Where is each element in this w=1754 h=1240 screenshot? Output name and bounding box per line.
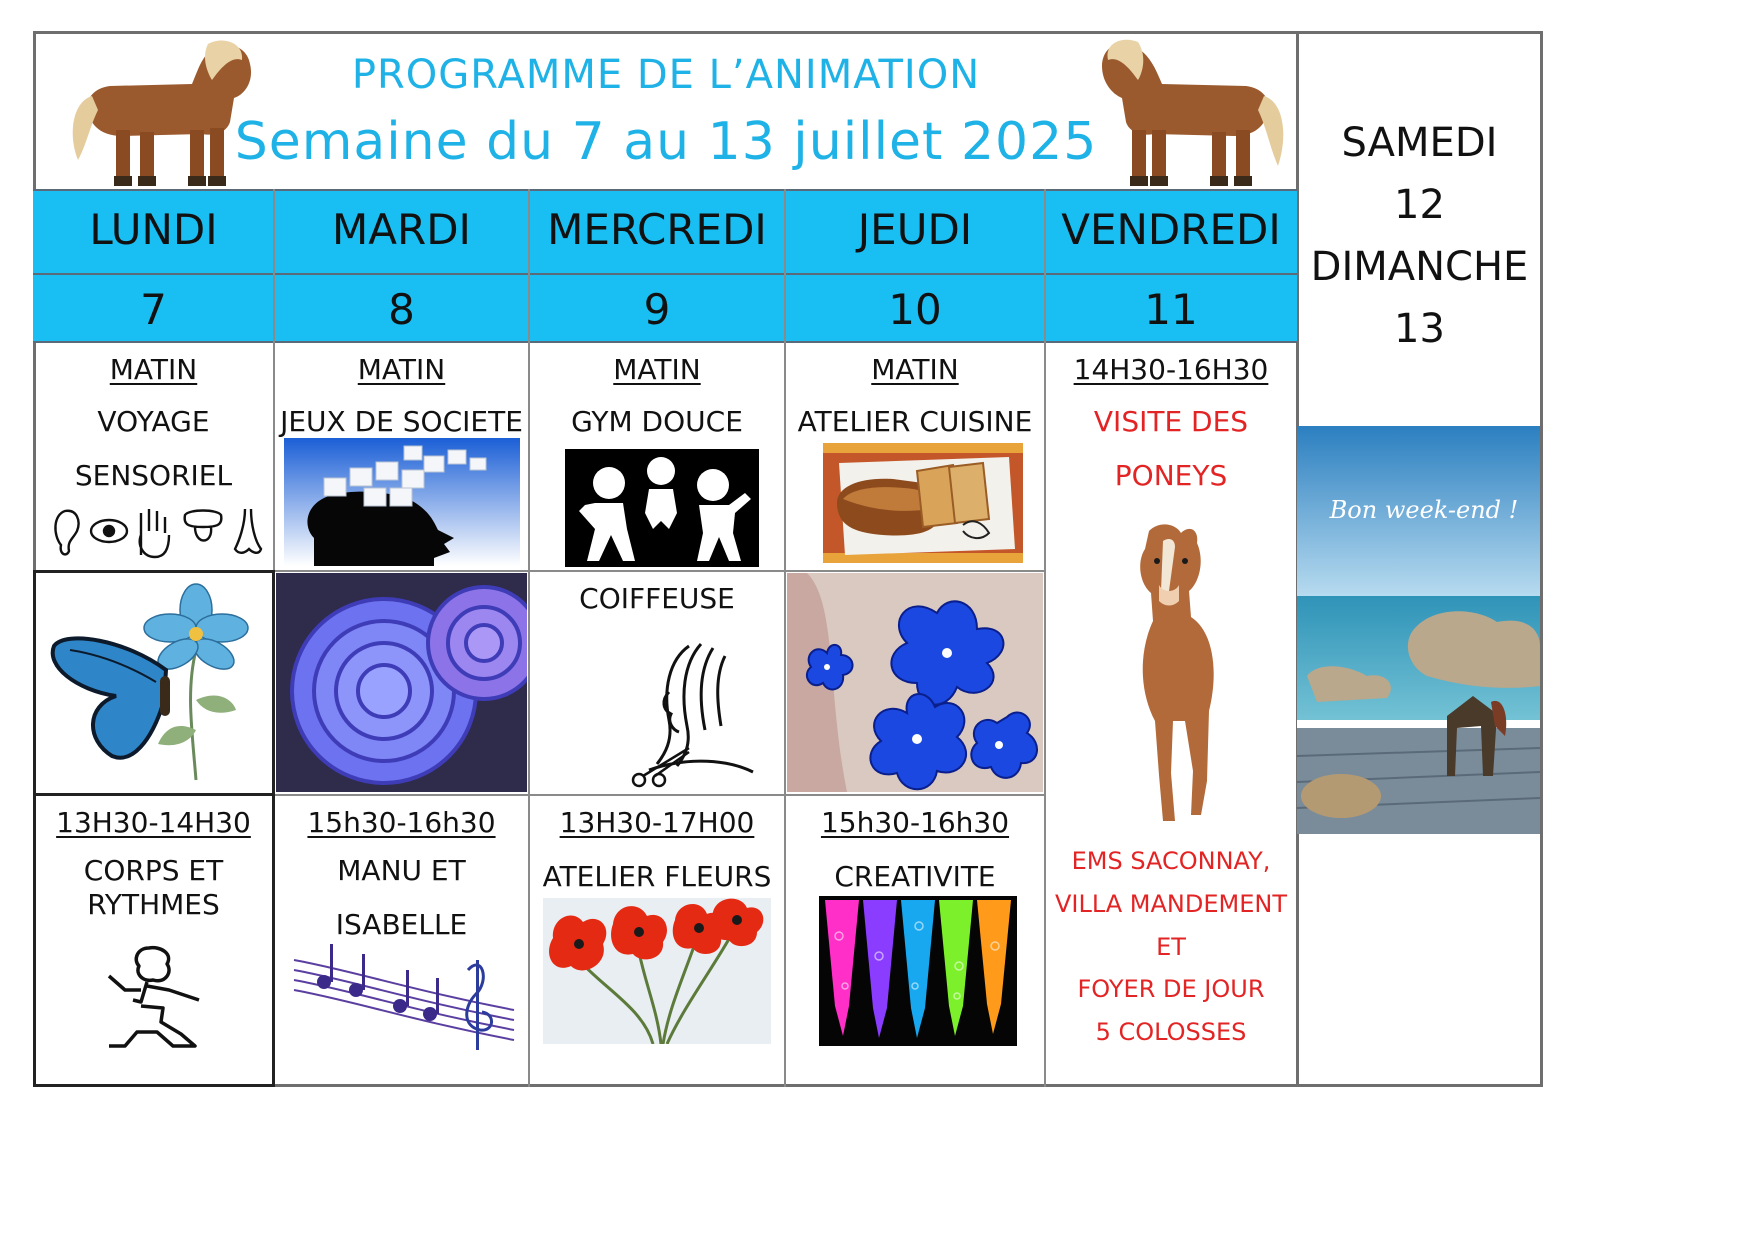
time-label: 15h30-16h30 bbox=[820, 806, 1010, 839]
mardi-afternoon-cell bbox=[274, 796, 529, 1086]
activity-label: VOYAGE bbox=[97, 405, 210, 438]
day-name: LUNDI bbox=[89, 205, 218, 254]
day-name: JEUDI bbox=[857, 205, 973, 254]
lundi-morning-cell bbox=[33, 343, 274, 571]
place-label: FOYER DE JOUR bbox=[1077, 975, 1265, 1003]
week-subtitle: Semaine du 7 au 13 juillet 2025 bbox=[234, 112, 1098, 172]
place-label: VILLA MANDEMENT bbox=[1054, 890, 1288, 918]
butterfly-flower-image bbox=[46, 580, 260, 788]
day-mercredi bbox=[529, 189, 785, 275]
day-number: 11 bbox=[1144, 285, 1198, 334]
activity-label: ATELIER FLEURS bbox=[542, 860, 772, 893]
activity-label: SENSORIEL bbox=[74, 459, 233, 492]
gym-people-icon bbox=[565, 449, 759, 567]
day-number: 9 bbox=[643, 285, 671, 334]
music-notes-image bbox=[290, 930, 518, 1054]
header-band bbox=[36, 34, 1296, 190]
time-label: 13H30-14H30 bbox=[56, 806, 251, 839]
blue-orchid-image bbox=[787, 573, 1043, 792]
jeudi-morning-cell bbox=[785, 343, 1045, 571]
place-label: 5 COLOSSES bbox=[1095, 1018, 1247, 1046]
activity-label: PONEYS bbox=[1114, 459, 1228, 492]
weekend-number: 13 bbox=[1394, 306, 1445, 352]
day-lundi bbox=[33, 189, 274, 275]
pony-image-right bbox=[1088, 36, 1288, 190]
day-name: VENDREDI bbox=[1061, 205, 1281, 254]
puzzle-head-image bbox=[284, 438, 520, 566]
mercredi-afternoon-cell bbox=[529, 796, 785, 1086]
day-name: MERCREDI bbox=[547, 205, 767, 254]
five-senses-icons bbox=[49, 505, 263, 559]
hairdresser-icon bbox=[629, 640, 759, 790]
weekend-beach-image bbox=[1297, 426, 1540, 834]
activity-label: RYTHMES bbox=[87, 888, 220, 921]
foal-image bbox=[1109, 521, 1233, 831]
num-vendredi bbox=[1045, 275, 1297, 343]
num-lundi bbox=[33, 275, 274, 343]
poppies-image bbox=[543, 898, 771, 1044]
day-mardi bbox=[274, 189, 529, 275]
activity-label: ISABELLE bbox=[335, 908, 468, 941]
colored-tubes-image bbox=[819, 896, 1017, 1046]
num-mardi bbox=[274, 275, 529, 343]
activity-label: VISITE DES bbox=[1093, 405, 1249, 438]
day-vendredi bbox=[1045, 189, 1297, 275]
activity-label: COIFFEUSE bbox=[579, 582, 735, 615]
vendredi-cell bbox=[1045, 343, 1297, 1087]
dance-icon bbox=[103, 942, 207, 1054]
time-label: MATIN bbox=[357, 353, 446, 386]
time-label: MATIN bbox=[871, 353, 959, 386]
num-mercredi bbox=[529, 275, 785, 343]
weekend-day: DIMANCHE bbox=[1310, 244, 1529, 290]
weekend-day: SAMEDI bbox=[1341, 120, 1498, 166]
activity-label: MANU ET bbox=[337, 854, 466, 887]
lundi-afternoon-cell bbox=[33, 796, 274, 1086]
cake-image bbox=[823, 443, 1023, 563]
weekend-number: 12 bbox=[1394, 182, 1445, 228]
weekend-caption: Bon week-end ! bbox=[1329, 496, 1519, 524]
programme-title: PROGRAMME DE L’ANIMATION bbox=[351, 52, 981, 98]
day-number: 7 bbox=[140, 285, 167, 334]
time-label: 13H30-17H00 bbox=[559, 806, 755, 839]
time-label: 15h30-16h30 bbox=[307, 806, 496, 839]
mercredi-middle-cell bbox=[529, 572, 785, 794]
mardi-morning-cell bbox=[274, 343, 529, 571]
jeudi-afternoon-cell bbox=[785, 796, 1045, 1086]
time-label: MATIN bbox=[109, 353, 198, 386]
activity-label: JEUX DE SOCIETE bbox=[280, 405, 523, 438]
place-label: EMS SACONNAY, bbox=[1071, 847, 1271, 875]
day-number: 10 bbox=[888, 285, 942, 334]
blue-roses-image bbox=[276, 573, 527, 792]
activity-label: CREATIVITE bbox=[834, 860, 996, 893]
place-label: ET bbox=[1156, 933, 1186, 961]
mercredi-morning-cell bbox=[529, 343, 785, 571]
activity-label: GYM DOUCE bbox=[571, 405, 743, 438]
activity-label: ATELIER CUISINE bbox=[797, 405, 1033, 438]
day-jeudi bbox=[785, 189, 1045, 275]
num-jeudi bbox=[785, 275, 1045, 343]
day-number: 8 bbox=[388, 285, 415, 334]
activity-label: CORPS ET bbox=[83, 854, 224, 887]
time-label: MATIN bbox=[613, 353, 701, 386]
day-name: MARDI bbox=[332, 205, 471, 254]
time-label: 14H30-16H30 bbox=[1073, 353, 1269, 386]
